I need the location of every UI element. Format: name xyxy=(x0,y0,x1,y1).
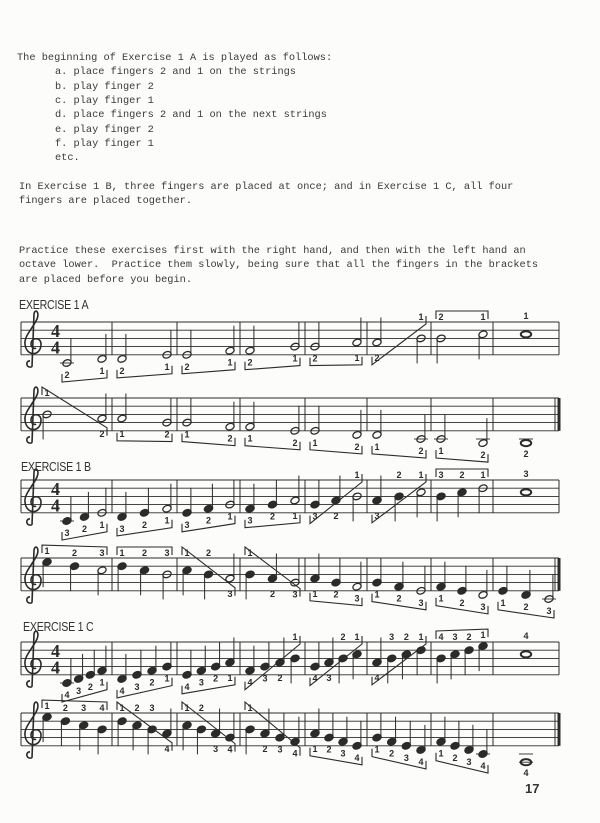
measure xyxy=(245,476,300,528)
fingering-number: 1 xyxy=(438,446,444,456)
fingering-number: 2 xyxy=(71,548,78,558)
fingering-number: 2 xyxy=(277,672,283,683)
fingering-number: 1 xyxy=(99,519,105,530)
fingering-number: 2 xyxy=(333,589,339,600)
exercise-1a-title: EXERCISE 1 A xyxy=(19,297,89,312)
exercise-2-system-2 xyxy=(21,545,559,618)
fingering-number: 4 xyxy=(480,761,486,771)
fingering-number: 2 xyxy=(403,632,409,642)
fingering-number: 3 xyxy=(340,748,346,759)
fingering-number: 2 xyxy=(205,515,212,526)
measure xyxy=(521,469,531,495)
fingering-number: 3 xyxy=(452,632,458,642)
fingering-number: 2 xyxy=(269,511,276,522)
measure xyxy=(245,322,300,370)
measure xyxy=(245,702,300,759)
step-d: d. place fingers 2 and 1 on the next strings xyxy=(55,109,327,121)
fingering-number: 1 xyxy=(44,388,50,398)
measure xyxy=(245,402,300,450)
fingering-number: 3 xyxy=(374,510,380,521)
fingering-number: 3 xyxy=(149,703,155,713)
exercise-1-system-1 xyxy=(21,311,559,382)
step-e: e. play finger 2 xyxy=(55,124,154,136)
fingering-number: 2 xyxy=(418,446,424,456)
fingering-number: 3 xyxy=(99,548,105,558)
step-a: a. place fingers 2 and 1 on the strings xyxy=(55,66,296,78)
step-c: c. play finger 1 xyxy=(55,95,154,107)
fingering-number: 2 xyxy=(87,681,93,692)
fingering-number: 2 xyxy=(99,428,105,439)
fingering-number: 2 xyxy=(64,370,70,380)
fingering-number: 2 xyxy=(340,632,346,642)
fingering-number: 4 xyxy=(374,672,380,683)
measure xyxy=(182,547,235,599)
fingering-number: 1 xyxy=(292,510,298,521)
fingering-number: 1 xyxy=(354,632,360,642)
fingering-number: 3 xyxy=(277,744,283,755)
treble-clef-icon xyxy=(25,387,41,443)
exercise-1-system-2 xyxy=(21,387,559,462)
whole-note xyxy=(521,489,531,495)
whole-note xyxy=(521,651,531,657)
measure xyxy=(42,700,107,754)
fingering-number: 1 xyxy=(247,548,253,558)
treble-clef-icon xyxy=(25,469,41,525)
fingering-number: 1 xyxy=(438,593,444,604)
fingering-number: 1 xyxy=(164,673,170,684)
fingering-number: 2 xyxy=(198,703,204,713)
measure xyxy=(372,558,426,610)
fingering-number: 2 xyxy=(312,353,318,364)
measure xyxy=(182,398,235,446)
treble-clef-icon xyxy=(25,547,41,603)
fingering-number: 2 xyxy=(523,449,529,460)
measure xyxy=(436,717,490,773)
fingering-number: 3 xyxy=(227,588,233,599)
fingering-number: 1 xyxy=(312,743,318,754)
fingering-number: 1 xyxy=(438,748,444,759)
fingering-number: 1 xyxy=(227,511,233,522)
fingering-number: 1 xyxy=(99,677,105,688)
fingering-number: 1 xyxy=(312,588,318,599)
time-signature-bottom: 4 xyxy=(51,495,60,516)
fingering-number: 1 xyxy=(374,441,380,452)
fingering-number: 1 xyxy=(227,357,233,368)
fingering-number: 1 xyxy=(44,546,50,557)
whole-note xyxy=(521,440,531,446)
measure xyxy=(519,439,533,459)
fingering-number: 3 xyxy=(523,469,529,479)
fingering-number: 2 xyxy=(269,588,276,599)
fingering-number: 2 xyxy=(396,593,402,604)
fingering-number: 4 xyxy=(292,748,298,759)
fingering-number: 2 xyxy=(396,470,402,480)
fingering-number: 2 xyxy=(164,429,170,440)
fingering-number: 4 xyxy=(119,685,125,696)
fingering-number: 1 xyxy=(354,352,360,363)
fingering-number: 2 xyxy=(459,470,465,480)
fingering-number: 1 xyxy=(184,429,190,440)
fingering-number: 2 xyxy=(523,601,529,612)
fingering-number: 2 xyxy=(389,748,395,759)
measure xyxy=(182,702,235,755)
measure xyxy=(310,406,362,454)
fingering-number: 2 xyxy=(480,450,486,461)
fingering-number: 4 xyxy=(227,744,233,755)
fingering-number: 3 xyxy=(312,511,318,522)
treble-clef-icon xyxy=(25,702,41,758)
fingering-number: 1 xyxy=(227,672,233,683)
fingering-number: 1 xyxy=(500,597,506,608)
fingering-number: 1 xyxy=(418,312,424,322)
fingering-number: 1 xyxy=(523,311,529,321)
fingering-number: 4 xyxy=(184,681,190,692)
fingering-number: 1 xyxy=(480,630,486,641)
measure xyxy=(310,554,362,606)
intro-line: The beginning of Exercise 1 A is played as follows: xyxy=(17,52,333,64)
fingering-number: 4 xyxy=(523,768,529,779)
fingering-number: 3 xyxy=(292,589,298,600)
measure xyxy=(60,646,107,702)
fingering-number: 3 xyxy=(480,601,486,612)
measure xyxy=(60,488,107,540)
fingering-number: 4 xyxy=(64,690,70,700)
measure xyxy=(245,547,300,600)
measure xyxy=(117,702,172,754)
measure xyxy=(42,387,107,439)
fingering-number: 2 xyxy=(141,548,148,558)
fingering-number: 2 xyxy=(205,548,212,558)
fingering-number: 1 xyxy=(374,589,380,600)
measure xyxy=(117,394,172,442)
fingering-number: 4 xyxy=(523,631,529,641)
measure xyxy=(117,330,172,378)
fingering-number: 2 xyxy=(141,519,148,530)
fingering-number: 3 xyxy=(119,523,125,534)
fingering-number: 1 xyxy=(164,515,170,526)
fingering-number: 2 xyxy=(459,597,465,608)
fingering-number: 1 xyxy=(119,703,125,713)
fingering-number: 2 xyxy=(119,365,125,376)
fingering-number: 3 xyxy=(134,681,140,692)
fingering-number: 4 xyxy=(312,673,318,684)
measure xyxy=(434,414,490,462)
fingering-number: 1 xyxy=(480,470,486,480)
fingering-number: 1 xyxy=(374,744,380,755)
time-signature-bottom: 4 xyxy=(51,337,60,358)
fingering-number: 2 xyxy=(247,357,253,368)
fingering-number: 3 xyxy=(164,548,170,558)
measure xyxy=(60,334,107,382)
fingering-number: 3 xyxy=(418,597,424,608)
fingering-number: 4 xyxy=(418,756,424,767)
time-signature-top: 4 xyxy=(51,321,60,341)
fingering-number: 3 xyxy=(81,703,87,713)
step-f: f. play finger 1 xyxy=(55,138,154,150)
measure xyxy=(182,326,235,374)
fingering-number: 1 xyxy=(292,353,298,364)
measure xyxy=(498,566,556,618)
step-etc: etc. xyxy=(55,152,80,164)
measure xyxy=(521,311,531,337)
measure xyxy=(117,547,172,599)
fingering-number: 3 xyxy=(546,606,552,616)
fingering-number: 3 xyxy=(389,632,395,642)
treble-clef-icon xyxy=(25,631,41,687)
fingering-number: 1 xyxy=(418,632,424,642)
fingering-number: 2 xyxy=(333,510,339,521)
measure xyxy=(310,709,362,765)
exercise-1c-title: EXERCISE 1 C xyxy=(23,619,94,634)
fingering-number: 2 xyxy=(227,433,233,444)
fingering-number: 4 xyxy=(164,743,170,754)
measure xyxy=(42,545,107,595)
paragraph-exercise-b-c: In Exercise 1 B, three fingers are placed at once; and in Exercise 1 C, all four fingers are placed together. xyxy=(19,181,514,208)
fingering-number: 2 xyxy=(184,361,190,372)
fingering-number: 3 xyxy=(438,470,444,480)
measure xyxy=(436,629,488,683)
fingering-number: 2 xyxy=(292,437,298,448)
fingering-number: 3 xyxy=(354,593,360,604)
measure xyxy=(245,632,300,690)
fingering-number: 3 xyxy=(247,515,253,526)
fingering-number: 1 xyxy=(354,470,360,480)
fingering-number: 4 xyxy=(438,632,444,642)
fingering-number: 2 xyxy=(326,744,332,755)
fingering-number: 3 xyxy=(262,673,268,684)
fingering-number: 2 xyxy=(81,523,88,534)
fingering-number: 3 xyxy=(198,677,204,688)
fingering-number: 2 xyxy=(149,677,155,688)
fingering-number: 2 xyxy=(213,673,219,684)
fingering-number: 3 xyxy=(326,672,332,683)
measure xyxy=(436,469,488,521)
fingering-number: 3 xyxy=(466,756,472,767)
fingering-number: 2 xyxy=(62,703,68,713)
fingering-number: 2 xyxy=(466,632,472,642)
fingering-number: 1 xyxy=(164,361,170,372)
measure xyxy=(182,638,235,694)
fingering-number: 3 xyxy=(76,685,82,696)
fingering-number: 3 xyxy=(403,752,409,763)
fingering-number: 2 xyxy=(374,352,380,363)
fingering-number: 3 xyxy=(213,743,219,754)
exercise-3-system-1 xyxy=(21,629,559,702)
fingering-number: 4 xyxy=(247,677,253,688)
time-signature-top: 4 xyxy=(51,641,60,661)
fingering-number: 1 xyxy=(119,548,125,558)
fingering-number: 4 xyxy=(354,752,360,763)
treble-clef-icon xyxy=(25,311,41,367)
fingering-number: 2 xyxy=(452,752,458,763)
finger-bracket xyxy=(42,700,107,710)
measure xyxy=(521,631,531,657)
time-signature-top: 4 xyxy=(51,479,60,499)
fingering-number: 3 xyxy=(64,528,70,538)
fingering-number: 1 xyxy=(44,701,50,712)
fingering-number: 1 xyxy=(184,548,190,558)
page-number: 17 xyxy=(525,781,540,796)
finger-bracket xyxy=(310,636,362,686)
measure xyxy=(310,318,362,366)
fingering-number: 3 xyxy=(184,519,190,530)
whole-note xyxy=(521,331,531,337)
fingering-number: 1 xyxy=(312,437,318,448)
finger-bracket xyxy=(245,636,300,690)
measure xyxy=(372,410,428,458)
fingering-number: 2 xyxy=(262,743,268,754)
fingering-number: 1 xyxy=(119,428,125,439)
measure xyxy=(519,754,533,778)
fingering-number: 1 xyxy=(99,365,105,376)
measure xyxy=(117,484,172,536)
fingering-number: 1 xyxy=(418,470,424,480)
finger-bracket xyxy=(42,387,107,436)
fingering-number: 1 xyxy=(247,433,253,444)
exercise-2-system-1 xyxy=(21,469,559,540)
measure xyxy=(182,480,235,532)
paragraph-practice: Practice these exercises first with the right hand, and then with the left hand an octave lower. Practice them slowly, being sure that all the fingers in the brackets are placed before you begin. xyxy=(19,245,539,286)
step-b: b. play finger 2 xyxy=(55,81,154,93)
fingering-number: 2 xyxy=(438,312,444,322)
fingering-number: 1 xyxy=(292,632,298,642)
measure xyxy=(436,311,488,363)
time-signature-bottom: 4 xyxy=(51,657,60,678)
exercise-3-system-2 xyxy=(21,700,559,778)
measure xyxy=(436,562,488,614)
fingering-number: 1 xyxy=(480,312,486,322)
fingering-number: 2 xyxy=(134,703,140,713)
fingering-number: 1 xyxy=(247,703,253,713)
exercise-1b-title: EXERCISE 1 B xyxy=(21,459,91,474)
fingering-number: 1 xyxy=(184,703,190,713)
fingering-number: 4 xyxy=(99,703,105,713)
fingering-number: 2 xyxy=(354,441,360,452)
